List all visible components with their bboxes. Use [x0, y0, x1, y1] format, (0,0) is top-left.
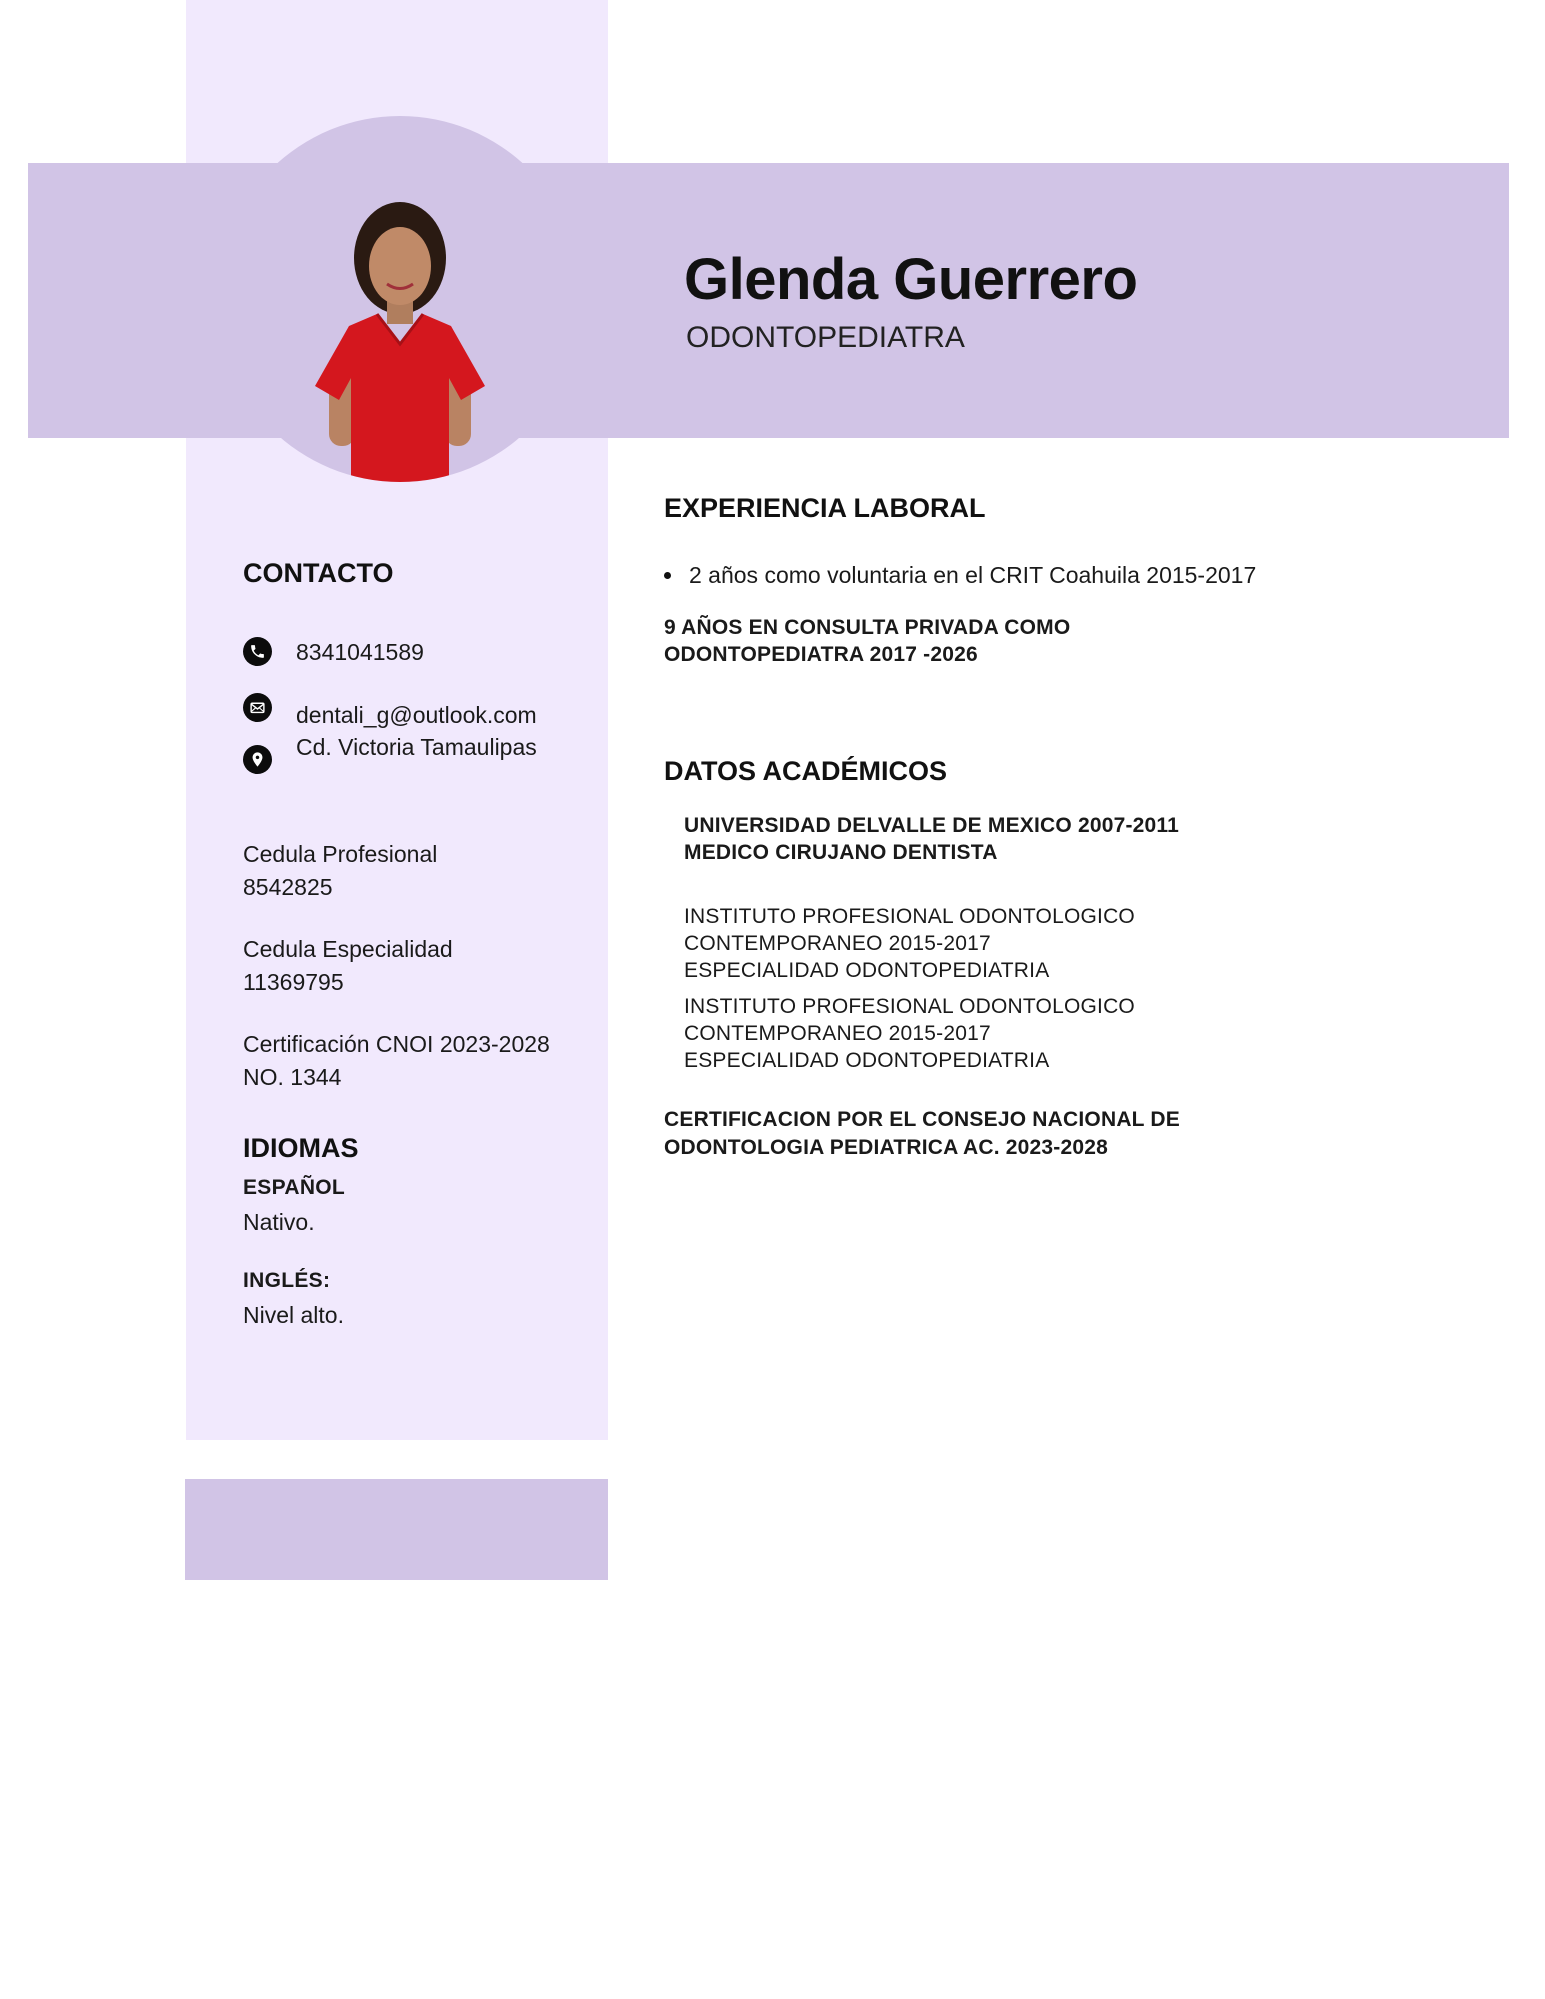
education-line: MEDICO CIRUJANO DENTISTA	[684, 841, 998, 864]
experience-item: 2 años como voluntaria en el CRIT Coahuila 2015-2017	[689, 562, 1257, 588]
credential-label: Cedula Profesional	[243, 841, 438, 867]
person-role: ODONTOPEDIATRA	[686, 321, 965, 354]
credential-value: 8542825	[243, 874, 333, 900]
credential-value: 11369795	[243, 969, 344, 995]
mail-icon	[243, 693, 272, 722]
phone-number: 8341041589	[296, 639, 424, 665]
experience-entry-line: ODONTOPEDIATRA 2017 -2026	[664, 643, 978, 666]
credential-label: Certificación CNOI 2023-2028	[243, 1031, 550, 1057]
education-line: ESPECIALIDAD ODONTOPEDIATRIA	[684, 1049, 1050, 1072]
contact-title: CONTACTO	[243, 558, 394, 588]
language-level: Nativo.	[243, 1209, 315, 1235]
location-pin-icon	[243, 745, 272, 774]
education-line: CONTEMPORANEO 2015-2017	[684, 1022, 991, 1045]
education-line: INSTITUTO PROFESIONAL ODONTOLOGICO	[684, 905, 1135, 928]
education-title: DATOS ACADÉMICOS	[664, 756, 948, 786]
email-address: dentali_g@outlook.com	[296, 702, 537, 728]
credential-value: NO. 1344	[243, 1064, 342, 1090]
sidebar-footer-band	[185, 1479, 608, 1580]
profile-photo	[217, 116, 583, 482]
education-line: CONTEMPORANEO 2015-2017	[684, 932, 991, 955]
education-line: UNIVERSIDAD DELVALLE DE MEXICO 2007-2011	[684, 814, 1180, 837]
language-name: INGLÉS:	[243, 1269, 331, 1292]
experience-entry-line: 9 AÑOS EN CONSULTA PRIVADA COMO	[664, 616, 1071, 639]
certification-line: CERTIFICACION POR EL CONSEJO NACIONAL DE	[664, 1108, 1180, 1131]
bullet-point	[664, 572, 671, 579]
language-level: Nivel alto.	[243, 1302, 344, 1328]
language-name: ESPAÑOL	[243, 1176, 346, 1199]
person-name: Glenda Guerrero	[684, 247, 1138, 312]
phone-icon	[243, 637, 272, 666]
experience-title: EXPERIENCIA LABORAL	[664, 493, 986, 523]
education-line: ESPECIALIDAD ODONTOPEDIATRIA	[684, 959, 1050, 982]
languages-title: IDIOMAS	[243, 1133, 359, 1163]
education-line: INSTITUTO PROFESIONAL ODONTOLOGICO	[684, 995, 1135, 1018]
location: Cd. Victoria Tamaulipas	[296, 734, 537, 760]
credential-label: Cedula Especialidad	[243, 936, 453, 962]
certification-line: ODONTOLOGIA PEDIATRICA AC. 2023-2028	[664, 1136, 1109, 1159]
